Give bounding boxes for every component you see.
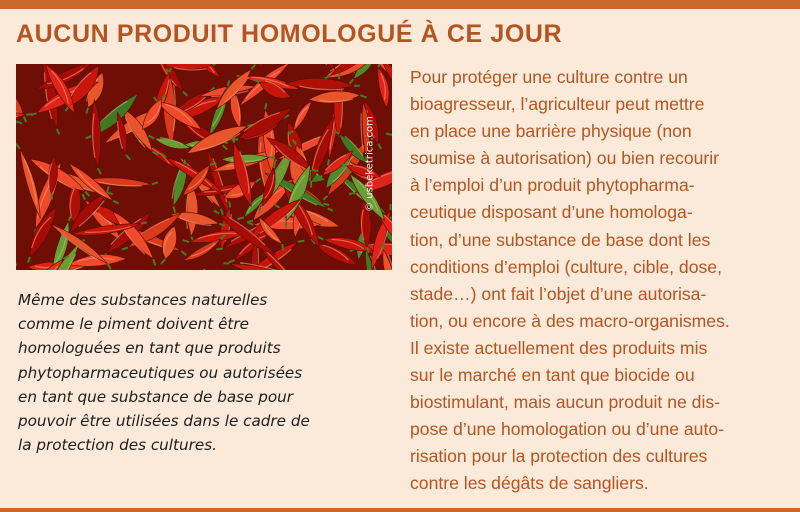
chili-pepper-photo xyxy=(16,64,392,270)
body-line: biostimulant, mais aucun produit ne dis- xyxy=(410,392,721,413)
body-line: ceutique disposant d’une homologa- xyxy=(410,202,693,223)
body-line: Il existe actuellement des produits mis xyxy=(410,337,708,358)
body-line: bioagresseur, l’agriculteur peut mettre xyxy=(410,94,705,115)
body-line: stade…) ont fait l’objet d’une autorisa- xyxy=(410,283,707,304)
body-line: à l’emploi d’un produit phytopharma- xyxy=(410,175,695,196)
caption-line: comme le piment doivent être xyxy=(18,315,249,334)
body-line: tion, ou encore à des macro-organismes. xyxy=(410,310,730,331)
body-line: tion, d’une substance de base dont les xyxy=(410,229,711,250)
body-line: en place une barrière physique (non xyxy=(410,121,692,142)
chili-pepper-image xyxy=(16,64,392,270)
caption-line: Même des substances naturelles xyxy=(18,291,268,309)
bottom-accent-rule xyxy=(0,508,800,512)
photo-credit: © usbeketrica.com xyxy=(364,116,376,212)
article-body xyxy=(410,64,790,498)
top-accent-rule xyxy=(0,0,800,9)
body-line: contre les dégâts de sangliers. xyxy=(410,473,649,494)
body-line: soumise à autorisation) ou bien recourir xyxy=(410,148,720,169)
caption-line: la protection des cultures. xyxy=(18,436,217,455)
caption-line: pouvoir être utilisées dans le cadre de xyxy=(18,412,310,431)
photo-caption xyxy=(18,288,390,457)
body-line: sur le marché en tant que biocide ou xyxy=(410,365,695,386)
box-title: AUCUN PRODUIT HOMOLOGUÉ À CE JOUR xyxy=(16,20,563,48)
body-line: pose d’une homologation ou d’une auto- xyxy=(410,419,724,440)
caption-line: en tant que substance de base pour xyxy=(18,387,294,406)
body-line: risation pour la protection des cultures xyxy=(410,446,708,467)
caption-line: homologuées en tant que produits xyxy=(18,339,281,358)
body-line: Pour protéger une culture contre un xyxy=(410,67,688,87)
body-line: conditions d’emploi (culture, cible, dose, xyxy=(410,256,722,277)
photo-credit-wrap xyxy=(358,104,382,224)
caption-line: phytopharmaceutiques ou autorisées xyxy=(18,363,303,382)
